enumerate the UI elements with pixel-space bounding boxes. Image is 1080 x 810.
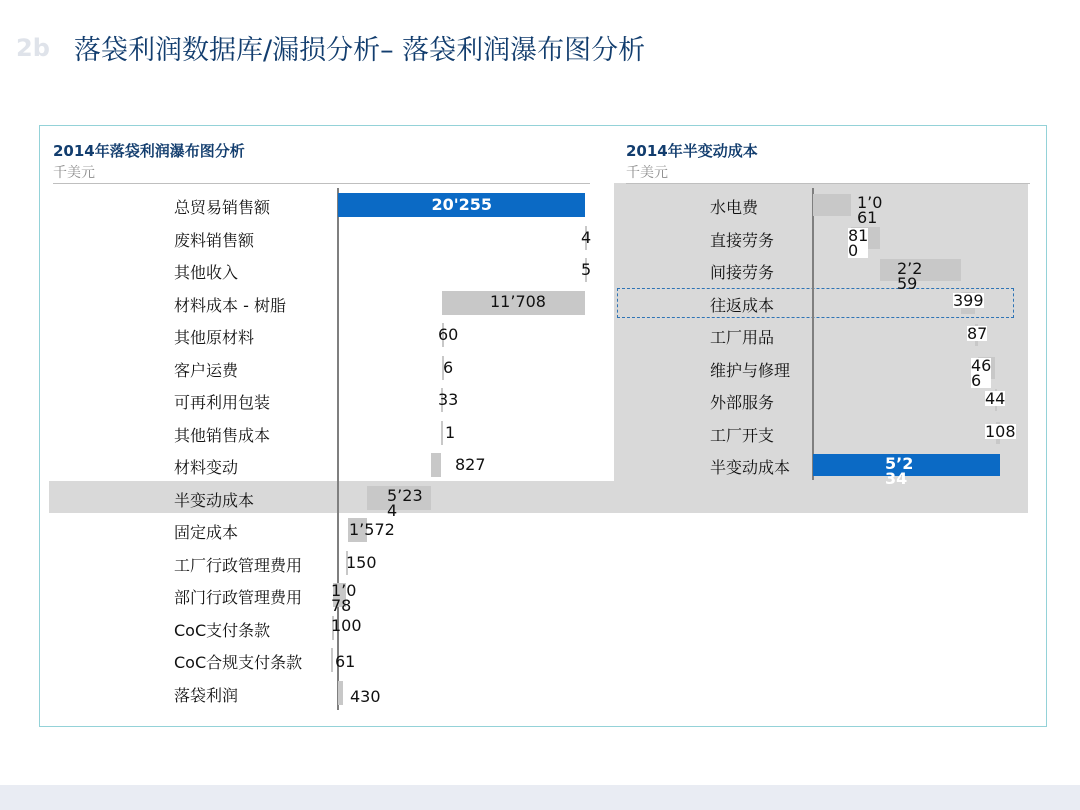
section-number: 2b <box>16 34 50 62</box>
category-label: 维护与修理 <box>710 360 791 380</box>
category-label: 半变动成本 <box>174 490 255 510</box>
category-label: 落袋利润 <box>174 685 239 705</box>
left-chart-unit: 千美元 <box>53 165 95 181</box>
value-label: 399 <box>953 291 984 310</box>
category-label: 水电费 <box>710 198 759 217</box>
value-label: 44 <box>985 389 1006 408</box>
category-label: 废料销售额 <box>174 230 255 250</box>
value-label: 33 <box>438 390 459 409</box>
value-label: 1 <box>445 422 456 442</box>
left-chart-title: 2014年落袋利润瀑布图分析 <box>53 142 245 160</box>
category-label: 外部服务 <box>710 393 775 412</box>
value-label: 2’2 59 <box>897 259 923 293</box>
category-label: 部门行政管理费用 <box>174 588 303 607</box>
value-label: 5’2 34 <box>885 454 914 488</box>
value-label: 1’0 61 <box>857 193 883 227</box>
value-label: 150 <box>346 552 377 572</box>
right-chart-unit: 千美元 <box>626 165 668 181</box>
category-label: 间接劳务 <box>710 263 775 282</box>
category-label: 材料变动 <box>174 458 239 477</box>
value-label: 60 <box>438 325 459 344</box>
value-label: 81 0 <box>848 226 869 260</box>
value-label: 108 <box>985 422 1016 441</box>
value-label: 5 <box>581 260 592 279</box>
category-label: 直接劳务 <box>710 230 775 250</box>
category-label: 固定成本 <box>174 523 239 542</box>
waterfall-bar <box>813 194 851 216</box>
value-label: 5’23 4 <box>387 485 423 520</box>
category-label: 其他销售成本 <box>174 425 271 445</box>
value-label: 1’572 <box>349 520 395 539</box>
category-label: 材料成本 - 树脂 <box>174 295 286 315</box>
value-label: 6 <box>443 357 454 377</box>
category-label: 客户运费 <box>174 360 239 380</box>
right-axis-line <box>812 188 814 480</box>
category-label: 其他收入 <box>174 263 239 282</box>
category-label: 半变动成本 <box>710 458 791 477</box>
value-label: 4 <box>581 227 592 247</box>
category-label: 工厂用品 <box>710 328 775 347</box>
category-label: CoC支付条款 <box>174 620 271 640</box>
value-label: 827 <box>455 455 486 474</box>
value-label: 430 <box>350 686 381 706</box>
value-label: 46 6 <box>971 356 992 390</box>
value-label: 20'255 <box>431 195 493 214</box>
value-label: 11’708 <box>490 291 546 311</box>
category-label: 工厂开支 <box>710 425 775 445</box>
value-label: 87 <box>967 324 988 343</box>
value-label: 1’0 78 <box>331 581 357 615</box>
right-chart-title: 2014年半变动成本 <box>626 142 758 160</box>
category-label: 总贸易销售额 <box>174 198 271 217</box>
category-label: 其他原材料 <box>174 328 255 347</box>
page-title: 落袋利润数据库/漏损分析– 落袋利润瀑布图分析 <box>74 35 646 66</box>
category-label: 工厂行政管理费用 <box>174 555 303 575</box>
category-label: 往返成本 <box>710 295 775 315</box>
value-label: 61 <box>335 652 356 671</box>
category-label: 可再利用包装 <box>174 393 271 412</box>
value-label: 100 <box>331 615 362 635</box>
category-label: CoC合规支付条款 <box>174 653 303 672</box>
